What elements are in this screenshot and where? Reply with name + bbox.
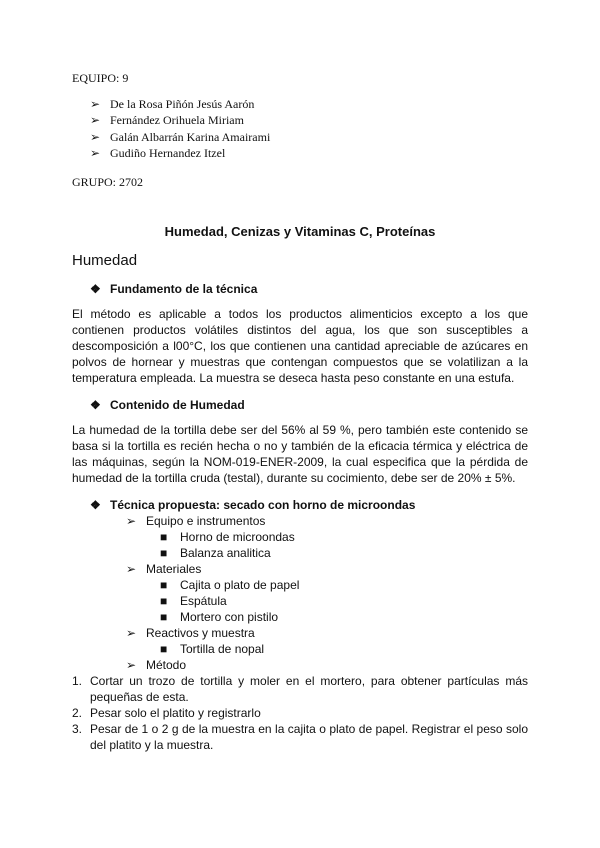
subheading-tecnica: ❖ Técnica propuesta: secado con horno de microondas [90, 498, 416, 512]
arrow-bullet-icon: ➢ [90, 130, 101, 144]
arrow-bullet-icon: ➢ [90, 113, 101, 127]
diamond-bullet-icon: ❖ [90, 498, 101, 512]
list-group-label: ➢ Equipo e instrumentos [126, 514, 266, 528]
list-item: ■ Balanza analitica [160, 546, 271, 560]
square-bullet-icon: ■ [160, 594, 168, 608]
square-bullet-icon: ■ [160, 578, 168, 592]
fundamento-paragraph: El método es aplicable a todos los productos alimenticios excepto a los que contienen productos volátiles distintos del agua, los que son susceptibles a descomposición a l00°C, los que contienen una cantidad apreciable de azúcares en polvos de hornear y muestras que contengan compuestos que se volatilizan a la temperatura empleada. La muestra se deseca hasta peso constante en una estufa. [72, 307, 528, 385]
list-group-label: ➢ Método [126, 658, 187, 672]
method-step: 1. Cortar un trozo de tortilla y moler en el mortero, para obtener partículas más pequeñas de esta. [72, 674, 528, 704]
method-step: 3. Pesar de 1 o 2 g de la muestra en la cajita o plato de papel. Registrar el peso solo del platito y la muestra. [72, 722, 528, 752]
square-bullet-icon: ■ [160, 610, 168, 624]
arrow-bullet-icon: ➢ [126, 626, 137, 640]
arrow-bullet-icon: ➢ [90, 146, 101, 160]
list-group-label: ➢ Reactivos y muestra [126, 626, 255, 640]
member-item: ➢ Fernández Orihuela Miriam [90, 113, 244, 127]
member-item: ➢ Gudiño Hernandez Itzel [90, 146, 226, 160]
diamond-bullet-icon: ❖ [90, 398, 101, 412]
subheading-contenido: ❖ Contenido de Humedad [90, 398, 245, 412]
arrow-bullet-icon: ➢ [126, 658, 137, 672]
list-item: ■ Horno de microondas [160, 530, 295, 544]
member-item: ➢ De la Rosa Piñón Jesús Aarón [90, 97, 255, 111]
contenido-paragraph: La humedad de la tortilla debe ser del 56% al 59 %, pero también este contenido se basa si la tortilla es recién hecha o no y también de la eficacia térmica y eléctrica de las máquinas, según la NOM-019-ENER-2009, la cual especifica que la pérdida de humedad de la tortilla cruda (testal), durante su cocimiento, debe ser de 20% ± 5%. [72, 423, 528, 485]
arrow-bullet-icon: ➢ [126, 562, 137, 576]
list-item: ■ Mortero con pistilo [160, 610, 279, 624]
arrow-bullet-icon: ➢ [126, 514, 137, 528]
square-bullet-icon: ■ [160, 642, 168, 656]
document-title: Humedad, Cenizas y Vitaminas C, Proteínas [164, 224, 436, 239]
square-bullet-icon: ■ [160, 546, 168, 560]
list-group-label: ➢ Materiales [126, 562, 202, 576]
member-item: ➢ Galán Albarrán Karina Amairami [90, 130, 271, 144]
diamond-bullet-icon: ❖ [90, 282, 101, 296]
section-heading: Humedad [72, 252, 138, 269]
arrow-bullet-icon: ➢ [90, 97, 101, 111]
list-item: ■ Cajita o plato de papel [160, 578, 300, 592]
team-label: EQUIPO: 9 [72, 71, 129, 85]
method-step: 2. Pesar solo el platito y registrarlo [72, 706, 261, 720]
subheading-fundamento: ❖ Fundamento de la técnica [90, 282, 258, 296]
group-label: GRUPO: 2702 [72, 175, 144, 189]
list-item: ■ Espátula [160, 594, 227, 608]
square-bullet-icon: ■ [160, 530, 168, 544]
list-item: ■ Tortilla de nopal [160, 642, 265, 656]
